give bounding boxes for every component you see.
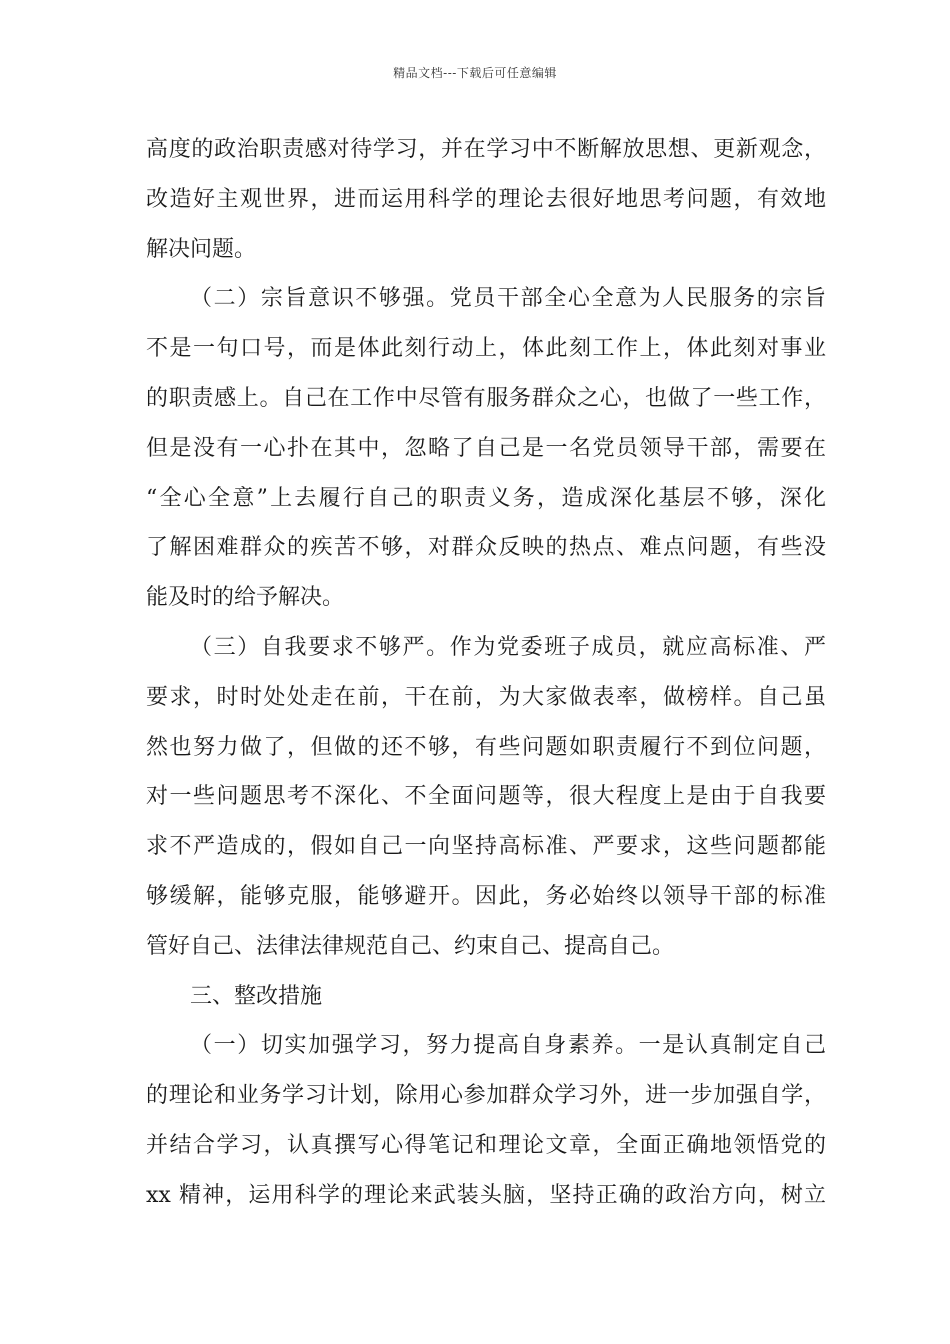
text-line: 解决问题。: [146, 236, 257, 262]
section-heading: [146, 972, 826, 1022]
text-line: 的职责感上。自己在工作中尽管有服务群众之心，也做了一些工作，: [146, 385, 826, 411]
text-line: （一）切实加强学习，努力提高自身素养。一是认真制定自己: [190, 1033, 826, 1059]
paragraph-purpose-awareness: [146, 274, 826, 623]
text-line: 的理论和业务学习计划，除用心参加群众学习外，进一步加强自学，: [146, 1083, 826, 1109]
text-line: “全心全意”上去履行自己的职责义务，造成深化基层不够，深化: [146, 485, 826, 511]
text-line: 高度的政治职责感对待学习，并在学习中不断解放思想、更新观念，: [146, 137, 826, 162]
text-line: 管好自己、法律法律规范自己、约束自己、提高自己。: [146, 933, 675, 959]
paragraph-strengthen-study: [146, 1021, 826, 1220]
document-body: [146, 125, 826, 1221]
text-line: （二）宗旨意识不够强。党员干部全心全意为人民服务的宗旨: [190, 286, 826, 312]
text-line: 改造好主观世界，进而运用科学的理论去很好地思考问题，有效地: [146, 186, 826, 212]
section-heading-text: 三、整改措施: [190, 983, 323, 1009]
text-line: 然也努力做了，但做的还不够，有些问题如职责履行不到位问题，: [146, 734, 826, 760]
text-line: 要求，时时处处走在前，干在前，为大家做表率，做榜样。自己虽: [146, 684, 826, 710]
text-line: 但是没有一心扑在其中，忽略了自己是一名党员领导干部，需要在: [146, 435, 826, 461]
text-line: （三）自我要求不够严。作为党委班子成员，就应高标准、严: [190, 634, 826, 660]
paragraph-self-requirement: [146, 623, 826, 972]
text-line: 求不严造成的，假如自己一向坚持高标准、严要求，这些问题都能: [146, 834, 826, 860]
text-line: 不是一句口号，而是体此刻行动上，体此刻工作上，体此刻对事业: [146, 336, 826, 362]
text-line: 能及时的给予解决。: [146, 585, 345, 611]
text-line: 并结合学习，认真撰写心得笔记和理论文章，全面正确地领悟党的: [146, 1132, 826, 1158]
page-header-watermark: 精品文档---下载后可任意编辑: [393, 66, 557, 80]
text-line: 对一些问题思考不深化、不全面问题等，很大程度上是由于自我要: [146, 784, 826, 810]
text-line: 够缓解，能够克服，能够避开。因此，务必始终以领导干部的标准: [146, 883, 826, 909]
text-line: 了解困难群众的疾苦不够，对群众反映的热点、难点问题，有些没: [146, 535, 826, 561]
paragraph-continuation: [146, 125, 826, 274]
text-line: xx 精神，运用科学的理论来武装头脑，坚持正确的政治方向，树立: [146, 1182, 826, 1208]
